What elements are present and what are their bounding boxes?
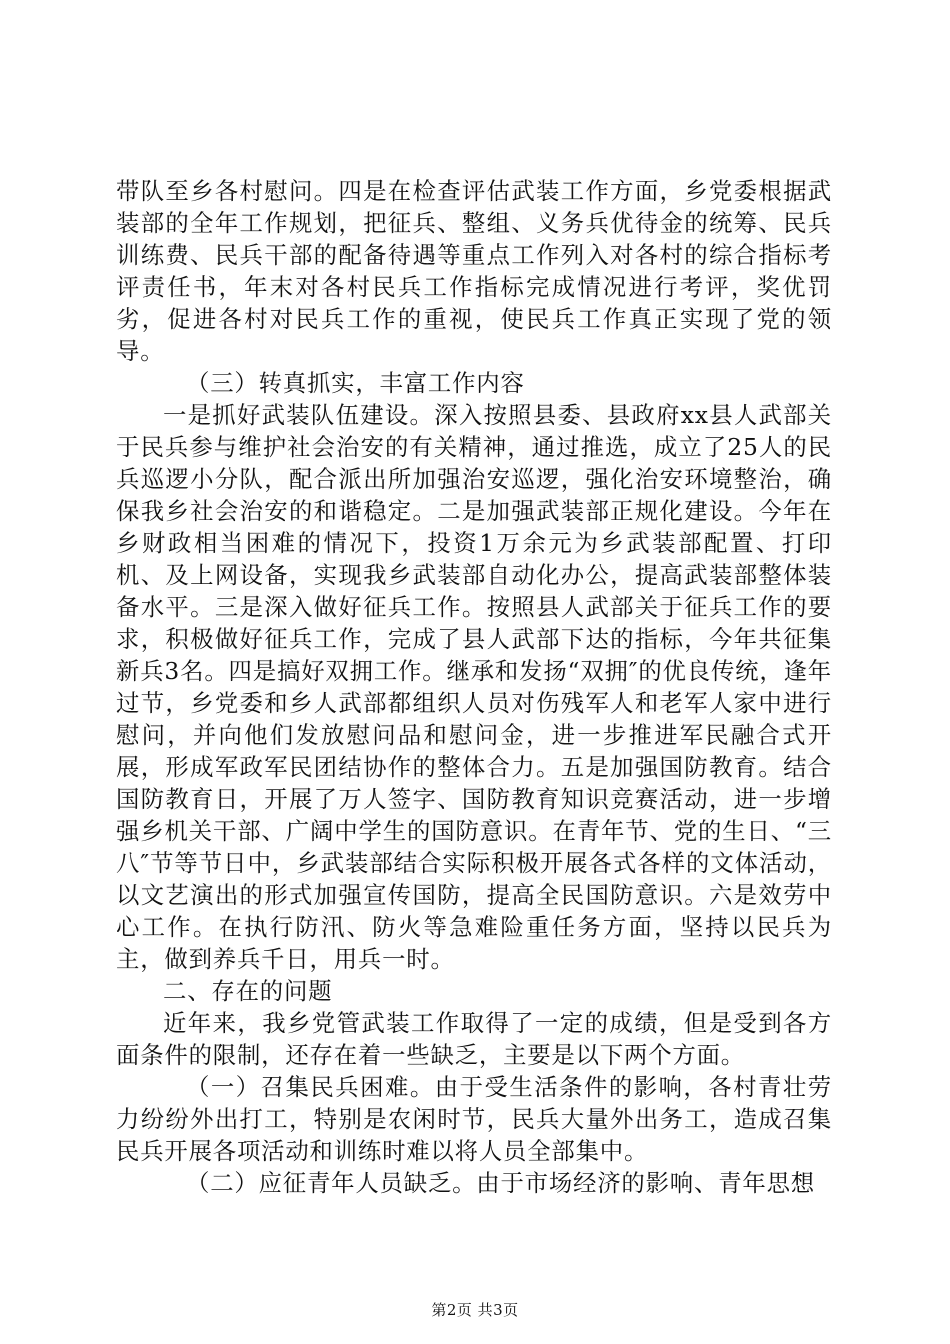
paragraph-continuation: 带队至乡各村慰问。四是在检查评估武装工作方面，乡党委根据武装部的全年工作规划，把征兵、整组、义务兵优待金的统筹、民兵训练费、民兵干部的配备待遇等重点工作列入对各村的综合指标考评责任书，年末对各村民兵工作指标完成情况进行考评，奖优罚劣，促进各村对民兵工作的重视，使民兵工作真正实现了党的领导。: [116, 177, 832, 365]
page-footer: [0, 1300, 950, 1320]
paragraph-problems-intro: 近年来，我乡党管武装工作取得了一定的成绩，但是受到各方面条件的限制，还存在着一些缺乏，主要是以下两个方面。: [116, 1009, 832, 1069]
section-heading-problems: 二、存在的问题: [163, 977, 333, 1005]
page-number-label: 第2页 共3页: [431, 1301, 519, 1319]
section-heading-three: （三）转真抓实，丰富工作内容: [186, 369, 525, 397]
paragraph-problem-two: （二）应征青年人员缺乏。由于市场经济的影响、青年思想: [186, 1169, 815, 1197]
paragraph-work-details: 一是抓好武装队伍建设。深入按照县委、县政府xx县人武部关于民兵参与维护社会治安的有关精神，通过推选，成立了25人的民兵巡逻小分队，配合派出所加强治安巡逻，强化治安环境整治，确保我乡社会治安的和谐稳定。二是加强武装部正规化建设。今年在乡财政相当困难的情况下，投资1万余元为乡武装部配置、打印机、及上网设备，实现我乡武装部自动化办公，提高武装部整体装备水平。三是深入做好征兵工作。按照县人武部关于征兵工作的要求，积极做好征兵工作，完成了县人武部下达的指标，今年共征集新兵3名。四是搞好双拥工作。继承和发扬“双拥″的优良传统，逢年过节，乡党委和乡人武部都组织人员对伤残军人和老军人家中进行慰问，并向他们发放慰问品和慰问金，进一步推进军民融合式开展，形成军政军民团结协作的整体合力。五是加强国防教育。结合国防教育日，开展了万人签字、国防教育知识竞赛活动，进一步增强乡机关干部、广阔中学生的国防意识。在青年节、党的生日、“三八″节等节日中，乡武装部结合实际积极开展各式各样的文体活动，以文艺演出的形式加强宣传国防，提高全民国防意识。六是效劳中心工作。在执行防汛、防火等急难险重任务方面，坚持以民兵为主，做到养兵千日，用兵一时。: [116, 401, 832, 973]
paragraph-problem-one: （一）召集民兵困难。由于受生活条件的影响，各村青壮劳力纷纷外出打工，特别是农闲时节，民兵大量外出务工，造成召集民兵开展各项活动和训练时难以将人员全部集中。: [116, 1073, 832, 1165]
document-body: [116, 175, 832, 1199]
